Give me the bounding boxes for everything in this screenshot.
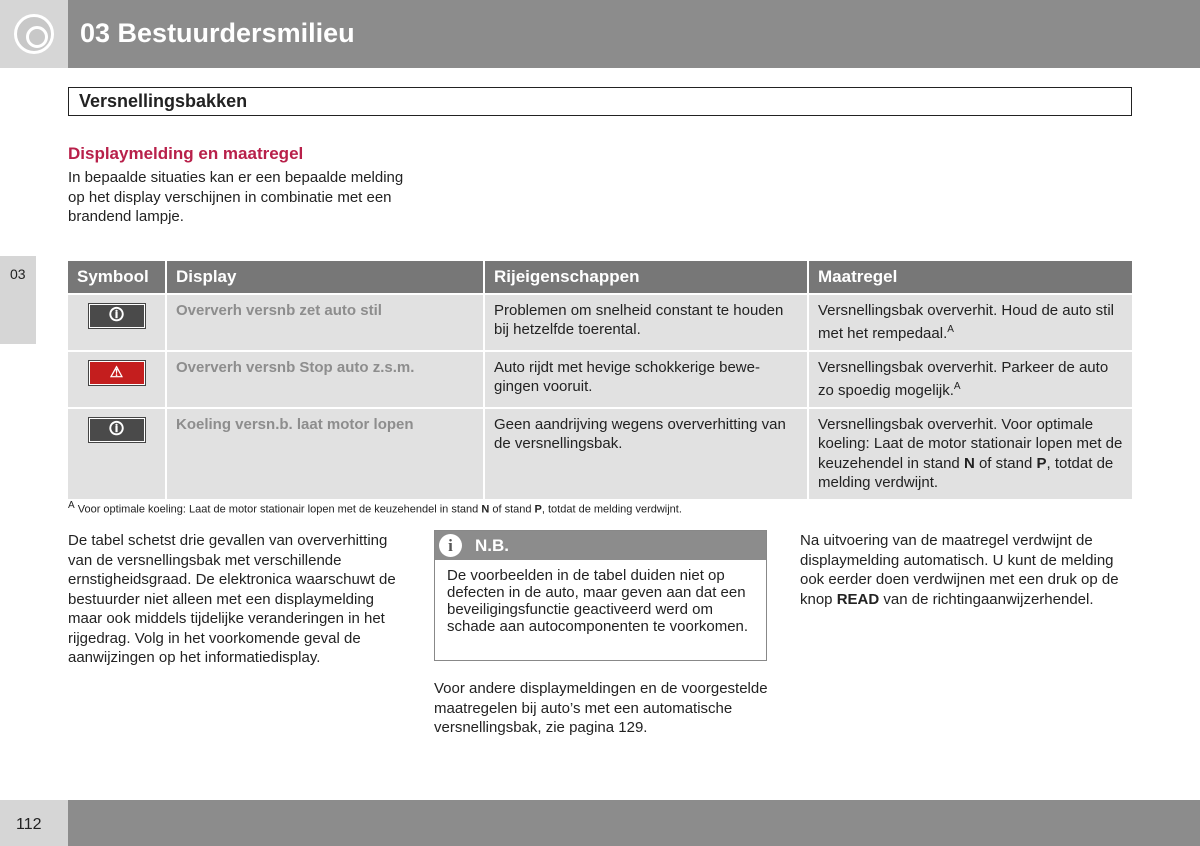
symbol-cell bbox=[68, 351, 166, 408]
info-icon: 🛈 bbox=[89, 418, 145, 442]
page-number: 112 bbox=[0, 800, 68, 846]
table-row bbox=[68, 408, 1132, 499]
maat-cell: Versnellingsbak oververhit. Houd de auto stil met het rempedaal.$^A$ bbox=[808, 294, 1132, 351]
info-icon: i bbox=[439, 534, 462, 557]
rij-cell: Problemen om snelheid constant te houden bij hetzelfde toerental. bbox=[484, 294, 808, 351]
symbol-cell bbox=[68, 408, 166, 499]
display-cell: Koeling versn.b. laat motor lopen bbox=[166, 408, 484, 499]
display-cell: Oververh versnb Stop auto z.s.m. bbox=[166, 351, 484, 408]
column-2-text: Voor andere displaymeldingen en de voorgestelde maatregelen bij auto’s met een automatische versnellingsbak, zie pagina 129. bbox=[434, 680, 768, 736]
chapter-title: 03 Bestuurdersmilieu bbox=[80, 18, 355, 48]
table-row bbox=[68, 351, 1132, 408]
table-header-row bbox=[68, 261, 1132, 294]
note-text: De voorbeelden in de tabel duiden niet op defecten in de auto, maar geven aan dat een beveiligingsfunctie geactiveerd werd om schade aan autocomponenten te voorkomen. bbox=[447, 567, 749, 635]
note-header bbox=[435, 531, 766, 560]
page-footer bbox=[68, 800, 1200, 846]
maat-cell: Versnellingsbak oververhit. Voor optimale koeling: Laat de motor stationair lopen met de keuzehendel in stand N of stand P, totdat de melding verdwijnt. bbox=[808, 408, 1132, 499]
steering-wheel-icon bbox=[14, 14, 54, 54]
note-title: N.B. bbox=[475, 536, 509, 555]
symbol-cell bbox=[68, 294, 166, 351]
warning-triangle-icon: ⚠ bbox=[89, 361, 145, 385]
message-table bbox=[68, 261, 1132, 499]
footnote: $^A$ Voor optimale koeling: Laat de motor stationair lopen met de keuzehendel in stand N of stand P, totdat de melding verdwijnt. bbox=[68, 500, 682, 516]
col-header: Symbool bbox=[68, 261, 166, 294]
section-title: Versnellingsbakken bbox=[68, 87, 1132, 116]
col-header: Maatregel bbox=[808, 261, 1132, 294]
intro-text: In bepaalde situaties kan er een bepaalde melding op het display verschijnen in combinatie met een brandend lampje. bbox=[68, 169, 404, 225]
info-icon: 🛈 bbox=[89, 304, 145, 328]
column-3-text: Na uitvoering van de maatregel verdwijnt de displaymelding automatisch. U kunt de melding ook eerder doen verdwijnen met een druk op de knop READ van de richtingaanwijzerhendel. bbox=[800, 532, 1119, 608]
display-cell: Oververh versnb zet auto stil bbox=[166, 294, 484, 351]
page-header bbox=[68, 0, 1200, 68]
chapter-tab: 03 bbox=[0, 256, 36, 344]
col-header: Rijeigenschappen bbox=[484, 261, 808, 294]
rij-cell: Geen aandrijving wegens oververhitting van de versnellingsbak. bbox=[484, 408, 808, 499]
maat-cell: Versnellingsbak oververhit. Parkeer de auto zo spoedig mogelijk.$^A$ bbox=[808, 351, 1132, 408]
header-left-block bbox=[0, 0, 68, 68]
rij-cell: Auto rijdt met hevige schokkerige bewegingen vooruit. bbox=[484, 351, 808, 408]
column-1-text: De tabel schetst drie gevallen van oververhitting van de versnellingsbak met verschillende ernstigheidsgraad. De elektronica waarschuwt de bestuurder niet alleen met een displaymelding maar ook middels tijdelijke veranderingen in het rijgedrag. Volg in het voorkomende geval de aanwijzingen op het informatiedisplay. bbox=[68, 532, 396, 666]
subheading: Displaymelding en maatregel bbox=[68, 144, 304, 163]
table-row bbox=[68, 294, 1132, 351]
note-box bbox=[434, 530, 767, 661]
col-header: Display bbox=[166, 261, 484, 294]
